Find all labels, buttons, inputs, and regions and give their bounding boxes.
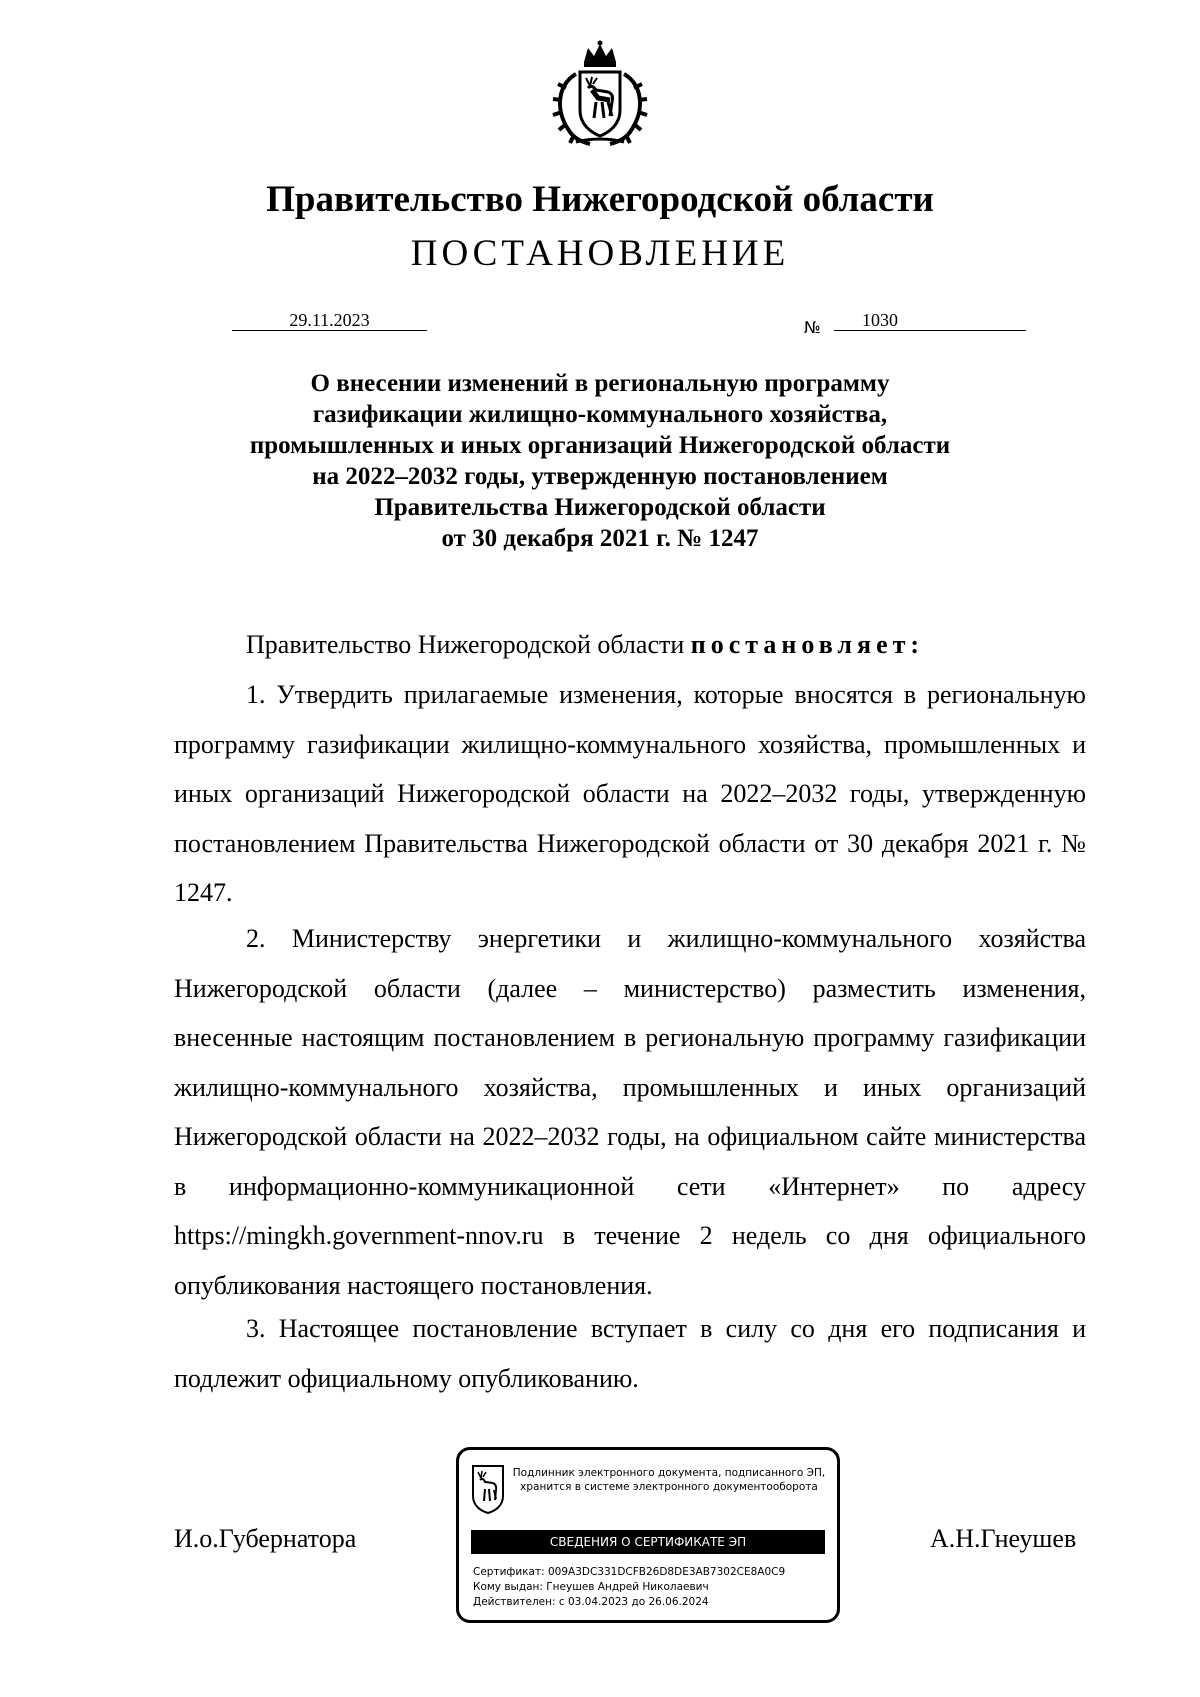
- heading-line: от 30 декабря 2021 г. № 1247: [441, 525, 759, 552]
- heading-line: Правительства Нижегородской области: [374, 494, 826, 521]
- coat-of-arms-icon: [546, 40, 654, 148]
- resolution-intro: [174, 620, 1086, 670]
- document-date: 29.11.2023: [232, 310, 427, 331]
- stamp-note-line: хранится в системе электронного документооборота: [520, 1481, 818, 1493]
- number-label: №: [804, 318, 821, 337]
- stamp-note: [509, 1466, 829, 1494]
- intro-text: Правительство Нижегородской области: [246, 630, 691, 659]
- document-heading: [160, 368, 1040, 554]
- heading-line: на 2022–2032 годы, утвержденную постановлением: [312, 463, 888, 490]
- intro-spaced-verb: постановляет:: [690, 630, 925, 659]
- stamp-note-line: Подлинник электронного документа, подписанного ЭП,: [512, 1467, 826, 1479]
- document-type: ПОСТАНОВЛЕНИЕ: [410, 233, 790, 274]
- paragraph-1: 1. Утвердить прилагаемые изменения, которые вносятся в региональную программу газификации жилищно-коммунального хозяйства, промышленных и иных организаций Нижегородской области на 2022–2032 годы, утвержденную постановлением Правительства Нижегородской области от 30 декабря 2021 г. № 1247.: [174, 680, 1086, 907]
- stamp-emblem-icon: [471, 1464, 505, 1514]
- certificate-validity: Действителен: с 03.04.2023 до 26.06.2024: [473, 1596, 709, 1608]
- paragraph-3: 3. Настоящее постановление вступает в силу со дня его подписания и подлежит официальному опубликованию.: [174, 1314, 1086, 1393]
- heading-line: газификации жилищно-коммунального хозяйства,: [312, 401, 888, 428]
- electronic-signature-stamp: [456, 1447, 840, 1623]
- government-name: Правительство Нижегородской области: [266, 179, 934, 220]
- certificate-serial: Сертификат: 009A3DC331DCFB26D8DE3AB7302CE8A0C9: [473, 1566, 786, 1578]
- document-number: 1030: [834, 310, 1026, 331]
- paragraph-2: 2. Министерству энергетики и жилищно-коммунального хозяйства Нижегородской области (далее – министерство) разместить изменения, внесенные настоящим постановлением в региональную программу газификации жилищно-коммунального хозяйства, промышленных и иных организаций Нижегородской области на 2022–2032 годы, на официальном сайте министерства в информационно-коммуникационной сети «Интернет» по адресу https://mingkh.government-nnov.ru в течение 2 недель со дня официального опубликования настоящего постановления.: [174, 924, 1086, 1300]
- certificate-info-bar: СВЕДЕНИЯ О СЕРТИФИКАТЕ ЭП: [471, 1530, 825, 1554]
- signatory-position: И.о.Губернатора: [174, 1524, 357, 1553]
- heading-line: О внесении изменений в региональную программу: [310, 370, 890, 397]
- heading-line: промышленных и иных организаций Нижегородской области: [249, 432, 951, 459]
- certificate-owner: Кому выдан: Гнеушев Андрей Николаевич: [473, 1581, 709, 1593]
- signatory-name: А.Н.Гнеушев: [930, 1524, 1077, 1553]
